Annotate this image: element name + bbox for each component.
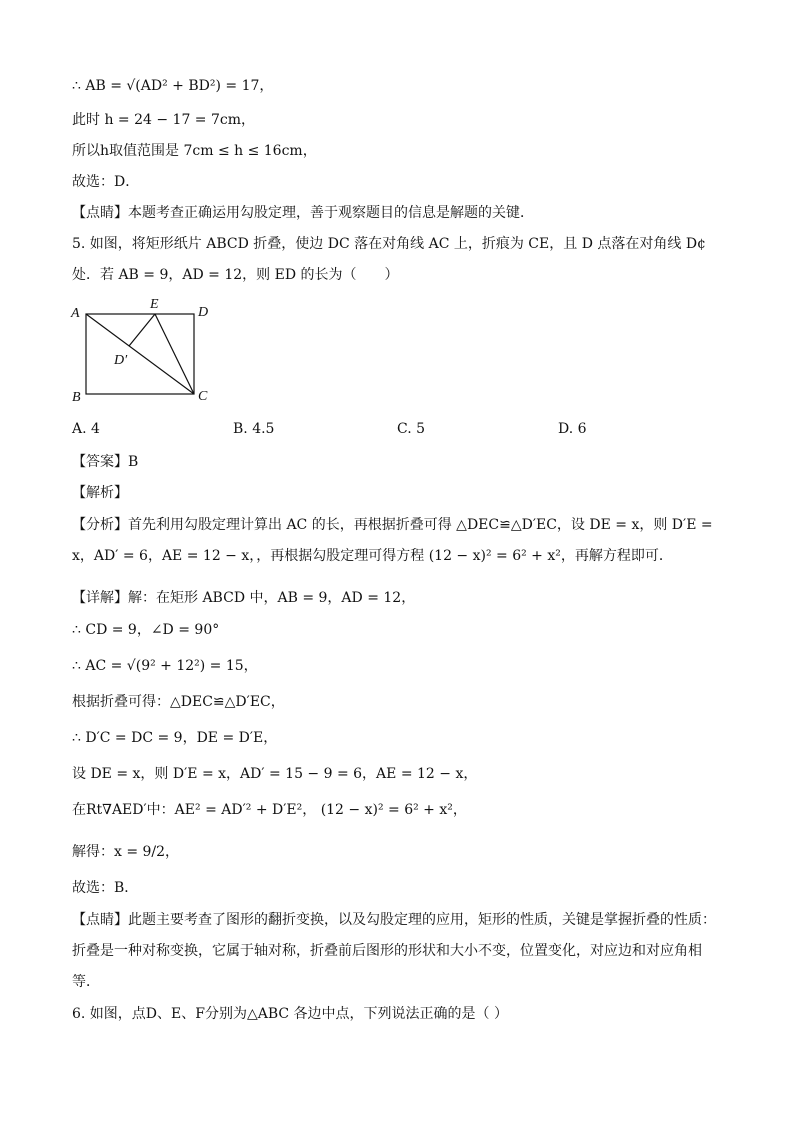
diagonal-ac — [86, 314, 194, 394]
segment-ed-prime — [129, 314, 155, 346]
step-ac: ∴ AC = √(9² + 12²) = 15， — [72, 658, 258, 674]
line-choose-d: 故选：D． — [72, 174, 140, 190]
step-choose-b: 故选：B． — [72, 880, 139, 896]
option-d: D. 6 — [558, 421, 587, 437]
answer-label: 【答案】B — [72, 454, 139, 470]
analysis-heading: 【解析】 — [72, 485, 128, 501]
step-equation: 在Rt∇AED′中：AE² = AD′² + D′E²， (12 − x)² = 6² + x²， — [72, 802, 467, 818]
fold-line-ce — [155, 314, 194, 394]
rectangle-fold-figure — [66, 294, 226, 412]
question-5-line1: 5. 如图，将矩形纸片 ABCD 折叠，使边 DC 落在对角线 AC 上，折痕为 CE，且 D 点落在对角线 D¢ — [72, 236, 706, 252]
comment-q5: 【点睛】此题主要考查了图形的翻折变换，以及勾股定理的应用，矩形的性质，关键是掌握折叠的性质：折叠是一种对称变换，它属于轴对称，折叠前后图形的形状和大小不变，位置变化，对应边和对应角相等． — [72, 912, 716, 990]
question-5-line2: 处．若 AB = 9，AD = 12，则 ED 的长为（ ） — [72, 267, 399, 283]
option-a: A. 4 — [72, 421, 100, 437]
option-c: C. 5 — [397, 421, 426, 437]
step-congruent: 根据折叠可得：△DEC≌△D′EC， — [72, 694, 285, 710]
label-a: A — [71, 306, 80, 321]
label-e: E — [150, 297, 159, 312]
label-d: D — [198, 305, 209, 320]
step-solve: 解得：x = 9/2， — [72, 844, 180, 860]
comment-q4: 【点睛】本题考查正确运用勾股定理，善于观察题目的信息是解题的关键． — [72, 205, 534, 221]
line-h-value: 此时 h = 24 − 17 = 7cm， — [72, 112, 256, 128]
option-b: B. 4.5 — [233, 421, 275, 437]
detail-intro: 【详解】解：在矩形 ABCD 中，AB = 9，AD = 12， — [72, 590, 416, 606]
line-ab-result: ∴ AB = √(AD² + BD²) = 17， — [72, 78, 274, 94]
step-set-x: 设 DE = x，则 D′E = x，AD′ = 15 − 9 = 6，AE = 12 − x， — [72, 766, 478, 782]
label-c: C — [198, 389, 208, 404]
step-dc-equal: ∴ D′C = DC = 9，DE = D′E， — [72, 730, 278, 746]
question-6: 6. 如图，点D、E、F分别为△ABC 各边中点，下列说法正确的是（ ） — [72, 1006, 509, 1022]
line-h-range: 所以h取值范围是 7cm ≤ h ≤ 16cm， — [72, 143, 317, 159]
analysis-text: 【分析】首先利用勾股定理计算出 AC 的长，再根据折叠可得 △DEC≌△D′EC，设 DE = x，则 D′E = x，AD′ = 6，AE = 12 − x，，再根据勾股定理可得方程 (12 − x)² = 6² + x²，再解方程即可． — [72, 517, 713, 564]
label-b: B — [72, 390, 81, 405]
label-d-prime: D′ — [114, 353, 128, 368]
step-cd: ∴ CD = 9，∠D = 90° — [72, 622, 220, 638]
